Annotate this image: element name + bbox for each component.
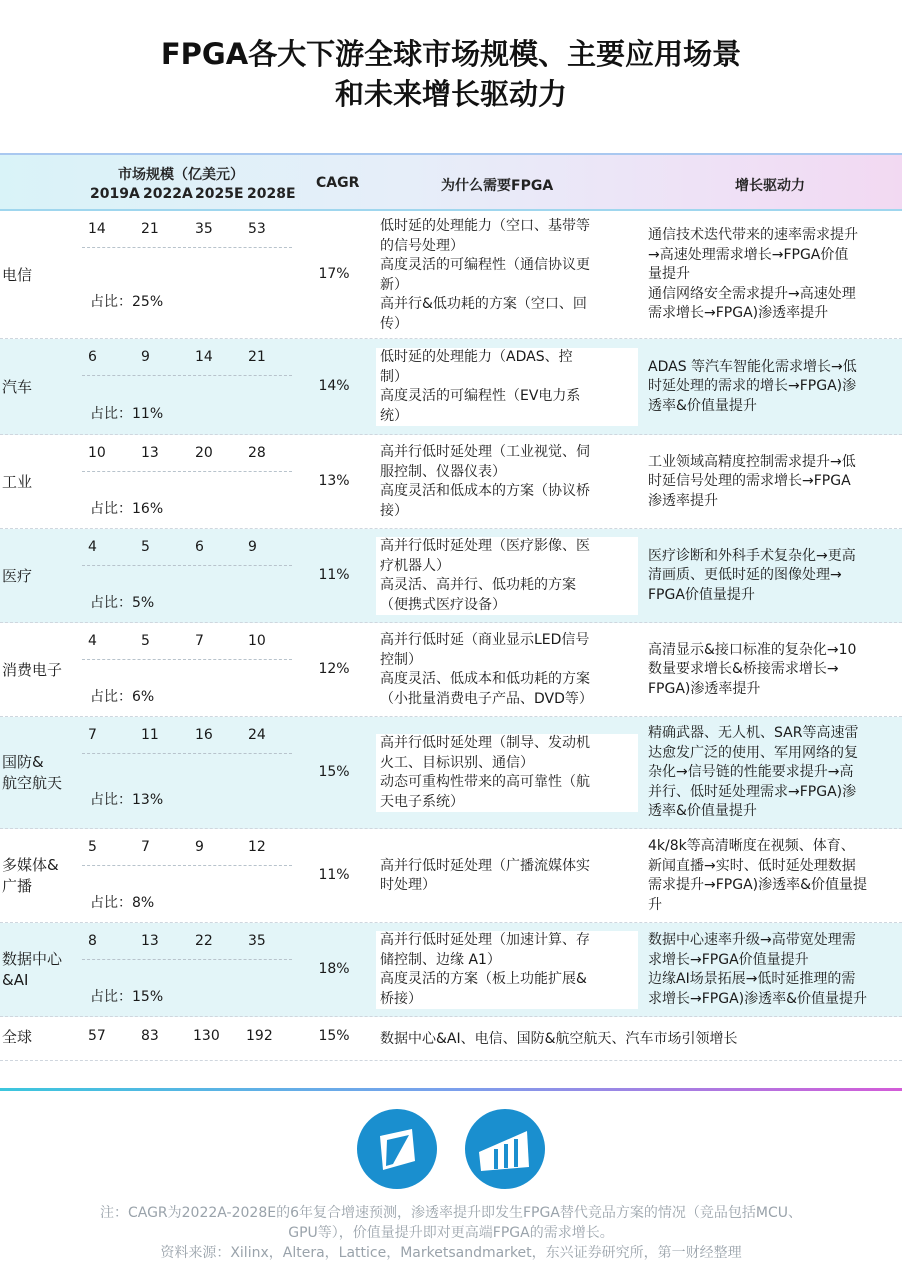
why-fpga-line: 的信号处理） (380, 237, 464, 254)
row-name-line: 工业 (2, 472, 33, 491)
header-why: 为什么需要FPGA (441, 178, 554, 194)
row-name (2, 949, 62, 991)
global-name: 全球 (2, 1028, 33, 1046)
market-value-2028E: 9 (248, 539, 257, 555)
growth-driver-line: →高速处理需求增长→FPGA价值 (648, 246, 849, 263)
market-value-2019A: 14 (88, 221, 106, 237)
share-label: 占比：8% (90, 895, 155, 911)
market-value-2025E: 9 (195, 839, 204, 855)
divider (0, 1088, 902, 1091)
market-value-2028E: 10 (248, 633, 266, 649)
why-fpga-line: 高并行低时延处理（医疗影像、医 (380, 538, 590, 554)
growth-driver-line: 医疗诊断和外科手术复杂化→更高 (648, 547, 856, 564)
market-value-2019A: 8 (88, 933, 97, 949)
growth-driver-line: 杂化→信号链的性能要求提升→高 (648, 764, 854, 781)
why-fpga-line: 高并行低时延处理（广播流媒体实 (380, 857, 590, 874)
growth-driver-line: 并行、低时延处理需求→FPGA)渗 (648, 783, 857, 800)
growth-driver-text (648, 453, 902, 512)
growth-driver-line: 达愈发广泛的使用、军用网络的复 (648, 744, 858, 761)
title-line-1: FPGA各大下游全球市场规模、主要应用场景 (160, 37, 742, 71)
source-note: 资料来源：Xilinx，Altera，Lattice，Marketsandmarket，东兴证券研究所，第一财经整理 (160, 1245, 742, 1261)
growth-driver-text (648, 226, 902, 324)
value-divider (82, 753, 292, 754)
row-name-line: 数据中心 (2, 950, 63, 968)
growth-driver-line: 时延处理的需求的增长→FPGA)渗 (648, 378, 857, 395)
market-value-2019A: 4 (88, 539, 97, 555)
market-value-2028E: 24 (248, 727, 266, 743)
market-value-2019A: 10 (88, 445, 106, 461)
market-value-2022A: 11 (141, 727, 159, 743)
share-label: 占比：6% (90, 689, 155, 705)
page-title (0, 34, 902, 114)
why-fpga-line: 天电子系统） (380, 793, 464, 810)
row-name (2, 377, 32, 398)
row-name-line: 消费电子 (2, 660, 63, 679)
value-divider (82, 865, 292, 866)
growth-driver-line: ADAS 等汽车智能化需求增长→低 (648, 358, 857, 375)
share-label: 占比：25% (90, 294, 164, 310)
why-fpga-line: 动态可重构性带来的高可靠性（航 (380, 774, 590, 790)
why-fpga-line: 高并行低时延（商业显示LED信号 (380, 632, 590, 648)
global-summary: 数据中心&AI、电信、国防&航空航天、汽车市场引领增长 (380, 1031, 738, 1047)
table-row (0, 623, 902, 717)
market-value-2022A: 7 (141, 839, 150, 855)
growth-driver-line: 新闻直播→实时、低时延处理数据 (648, 857, 856, 874)
value-divider (82, 659, 292, 660)
growth-driver-line: 高清显示&接口标准的复杂化→10 (648, 641, 857, 658)
row-name (2, 566, 32, 587)
why-fpga-line: （便携式医疗设备） (380, 596, 506, 613)
growth-driver-text (648, 931, 902, 1009)
why-fpga-line: 高度灵活的方案（板上功能扩展& (380, 971, 587, 987)
cagr-value: 17% (318, 266, 350, 282)
table-header (0, 153, 902, 211)
global-cagr: 15% (318, 1028, 350, 1044)
why-fpga-text (376, 631, 638, 709)
header-cagr: CAGR (316, 175, 360, 191)
row-name-line: 多媒体& (2, 856, 59, 874)
cagr-value: 11% (318, 867, 350, 883)
market-value-2022A: 5 (141, 633, 150, 649)
market-value-2022A: 13 (141, 445, 159, 461)
why-fpga-line: 统） (380, 407, 408, 424)
market-value-2028E: 35 (248, 933, 266, 949)
growth-driver-text (648, 837, 902, 915)
market-value-2025E: 22 (195, 933, 213, 949)
why-fpga-text (376, 537, 638, 615)
value-divider (82, 471, 292, 472)
why-fpga-line: 制） (380, 368, 408, 385)
growth-driver-line: 需求增长→FPGA)渗透率提升 (648, 305, 829, 322)
why-fpga-line: 传） (380, 315, 408, 332)
cagr-value: 11% (318, 567, 350, 583)
value-divider (82, 959, 292, 960)
why-fpga-line: 火工、目标识别、通信） (380, 754, 534, 771)
growth-driver-line: 4k/8k等高清晰度在视频、体育、 (648, 838, 855, 854)
growth-driver-line: 透率&价值量提升 (648, 803, 757, 820)
why-fpga-line: 控制） (380, 651, 422, 668)
header-market-size: 市场规模（亿美元） (118, 167, 244, 183)
cagr-value: 18% (318, 961, 350, 977)
growth-driver-line: 数量要求增长&桥接需求增长→ (648, 661, 839, 678)
why-fpga-line: 储控制、边缘 A1） (380, 951, 501, 968)
row-name-line: 医疗 (2, 566, 33, 585)
market-value-2028E: 21 (248, 349, 266, 365)
global-row (0, 1017, 902, 1061)
share-label: 占比：15% (90, 989, 164, 1005)
why-fpga-line: 新） (380, 276, 408, 293)
market-value-2028E: 12 (248, 839, 266, 855)
growth-driver-line: 清画质、更低时延的图像处理→ (648, 567, 842, 584)
market-value-2019A: 6 (88, 349, 97, 365)
growth-driver-line: 透率&价值量提升 (648, 397, 757, 414)
market-value-2025E: 35 (195, 221, 213, 237)
header-year-2028: 2028E (247, 186, 296, 202)
row-name-line: 航空航天 (2, 774, 63, 792)
growth-driver-line: FPGA)渗透率提升 (648, 680, 761, 697)
market-value-2022A: 13 (141, 933, 159, 949)
growth-driver-text (648, 547, 902, 606)
market-value-2025E: 16 (195, 727, 213, 743)
growth-driver-line: 渗透率提升 (648, 492, 718, 509)
why-fpga-line: 服控制、仪器仪表） (380, 463, 506, 480)
why-fpga-line: 高度灵活的可编程性（EV电力系 (380, 388, 581, 404)
growth-driver-line: FPGA价值量提升 (648, 586, 755, 603)
why-fpga-line: 高度灵活的可编程性（通信协议更 (380, 257, 590, 273)
row-name-line: 电信 (2, 265, 33, 284)
row-name (2, 855, 59, 897)
row-name (2, 752, 62, 794)
why-fpga-line: 高度灵活、低成本和低功耗的方案 (380, 671, 590, 687)
share-label: 占比：5% (90, 595, 155, 611)
growth-driver-line: 时延信号处理的需求增长→FPGA (648, 473, 851, 490)
growth-driver-line: 量提升 (648, 266, 690, 283)
growth-driver-line: 求增长→FPGA价值量提升 (648, 951, 809, 968)
row-name (2, 265, 32, 286)
market-value-2022A: 21 (141, 221, 159, 237)
why-fpga-line: （小批量消费电子产品、DVD等） (380, 690, 593, 707)
why-fpga-text (376, 443, 638, 521)
growth-driver-line: 边缘AI场景拓展→低时延推理的需 (648, 971, 856, 987)
why-fpga-line: 高并行低时延处理（制导、发动机 (380, 735, 590, 751)
why-fpga-line: 疗机器人） (380, 557, 450, 574)
why-fpga-text (376, 857, 638, 896)
why-fpga-text (376, 734, 638, 812)
market-value-2019A: 7 (88, 727, 97, 743)
growth-driver-line: 求增长→FPGA)渗透率&价值量提升 (648, 990, 868, 1007)
bars-logo-icon (465, 1109, 545, 1189)
growth-driver-text (648, 724, 902, 822)
row-name-line: 广播 (2, 877, 33, 895)
market-value-2022A: 9 (141, 349, 150, 365)
why-fpga-line: 低时延的处理能力（空口、基带等 (380, 218, 590, 234)
fpga-table (0, 153, 902, 1061)
table-row (0, 211, 902, 339)
row-name (2, 472, 32, 493)
why-fpga-text (376, 348, 638, 426)
growth-driver-text (648, 641, 902, 700)
why-fpga-text (376, 931, 638, 1009)
share-label: 占比：16% (90, 501, 164, 517)
growth-driver-line: 升 (648, 896, 662, 913)
header-year-2025: 2025E (195, 186, 244, 202)
global-value-2028: 192 (246, 1028, 273, 1044)
growth-driver-line: 精确武器、无人机、SAR等高速雷 (648, 725, 859, 742)
why-fpga-text (376, 217, 638, 334)
growth-driver-line: 通信网络安全需求提升→高速处理 (648, 285, 856, 302)
table-row (0, 339, 902, 435)
market-value-2025E: 6 (195, 539, 204, 555)
footnote (0, 1203, 902, 1243)
why-fpga-line: 高并行&低功耗的方案（空口、回 (380, 296, 587, 312)
why-fpga-line: 高并行低时延处理（加速计算、存 (380, 932, 590, 948)
header-year-2022: 2022A (143, 186, 193, 202)
footnote-line-1: 注：CAGR为2022A-2028E的6年复合增速预测，渗透率提升即发生FPGA替代竞品方案的情况（竞品包括MCU、 (99, 1205, 803, 1221)
market-value-2028E: 28 (248, 445, 266, 461)
growth-driver-line: 通信技术迭代带来的速率需求提升 (648, 227, 858, 244)
table-row (0, 829, 902, 923)
market-value-2028E: 53 (248, 221, 266, 237)
market-value-2022A: 5 (141, 539, 150, 555)
global-value-2019: 57 (88, 1028, 106, 1044)
growth-driver-line: 数据中心速率升级→高带宽处理需 (648, 932, 856, 948)
growth-driver-line: 需求提升→FPGA)渗透率&价值量提 (648, 877, 868, 893)
growth-driver-text (648, 358, 902, 417)
why-fpga-line: 接） (380, 502, 408, 519)
market-value-2025E: 20 (195, 445, 213, 461)
row-name-line: &AI (2, 971, 29, 989)
why-fpga-line: 高并行低时延处理（工业视觉、伺 (380, 444, 590, 460)
row-name (2, 660, 62, 681)
header-driver: 增长驱动力 (735, 178, 805, 194)
share-label: 占比：13% (90, 792, 164, 808)
parallelogram-logo-icon (357, 1109, 437, 1189)
why-fpga-line: 高度灵活和低成本的方案（协议桥 (380, 483, 590, 499)
value-divider (82, 375, 292, 376)
value-divider (82, 247, 292, 248)
footnote-line-2: GPU等），价值量提升即对更高端FPGA的需求增长。 (288, 1225, 614, 1241)
cagr-value: 12% (318, 661, 350, 677)
why-fpga-line: 低时延的处理能力（ADAS、控 (380, 349, 573, 365)
why-fpga-line: 桥接） (380, 990, 422, 1007)
cagr-value: 14% (318, 378, 350, 394)
table-row (0, 717, 902, 829)
table-row (0, 923, 902, 1017)
value-divider (82, 565, 292, 566)
header-year-2019: 2019A (90, 186, 140, 202)
growth-driver-line: 工业领域高精度控制需求提升→低 (648, 453, 856, 470)
market-value-2019A: 5 (88, 839, 97, 855)
market-value-2025E: 7 (195, 633, 204, 649)
global-value-2022: 83 (141, 1028, 159, 1044)
why-fpga-line: 高灵活、高并行、低功耗的方案 (380, 577, 576, 593)
row-name-line: 汽车 (2, 377, 33, 396)
share-label: 占比：11% (90, 406, 164, 422)
table-row (0, 529, 902, 623)
title-line-2: 和未来增长驱动力 (334, 77, 567, 111)
why-fpga-line: 时处理） (380, 877, 436, 893)
cagr-value: 13% (318, 473, 350, 489)
cagr-value: 15% (318, 764, 350, 780)
global-value-2025: 130 (193, 1028, 220, 1044)
row-name-line: 国防& (2, 753, 44, 771)
market-value-2025E: 14 (195, 349, 213, 365)
table-row (0, 435, 902, 529)
market-value-2019A: 4 (88, 633, 97, 649)
